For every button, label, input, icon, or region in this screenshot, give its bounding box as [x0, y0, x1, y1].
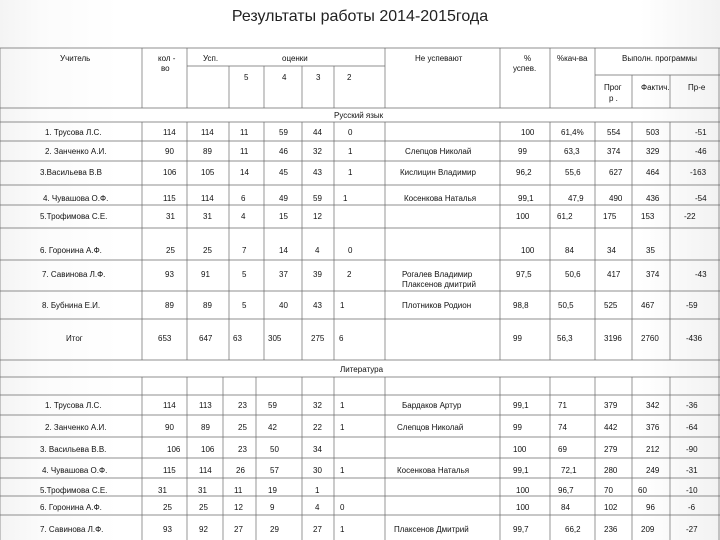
count-value: 115	[163, 194, 176, 203]
fact-value: 209	[641, 525, 655, 534]
fact-value: 342	[646, 401, 660, 410]
grade3-value: 32	[313, 401, 322, 410]
grade4-value: 45	[279, 168, 288, 177]
header-quality: %кач-ва	[557, 54, 588, 63]
prog-value: 442	[604, 423, 618, 432]
fact-value: 212	[646, 445, 660, 454]
grade4-value: 14	[279, 246, 288, 255]
pct-value: 100	[516, 486, 530, 495]
quality-value: 72,1	[561, 466, 577, 475]
section-russian: Русский язык	[334, 111, 384, 120]
grade3-value: 44	[313, 128, 322, 137]
grade3-value: 32	[313, 147, 322, 156]
grade2-value: 1	[340, 525, 345, 534]
grade3-value: 12	[313, 212, 322, 221]
usp-value: 89	[203, 147, 212, 156]
fact-value: 2760	[641, 334, 659, 343]
teacher-name: 5.Трофимова С.Е.	[40, 486, 108, 495]
prog-value: 525	[604, 301, 618, 310]
count-value: 114	[163, 128, 176, 137]
grade5-value: 63	[233, 334, 242, 343]
grade5-value: 4	[241, 212, 246, 221]
fact-value: 60	[638, 486, 647, 495]
usp-value: 92	[199, 525, 208, 534]
section-literature: Литература	[340, 365, 384, 374]
prog-value: 280	[604, 466, 618, 475]
grade5-value: 25	[238, 423, 247, 432]
grade2-value: 1	[340, 423, 345, 432]
pct-value: 100	[516, 503, 530, 512]
fact-value: 249	[646, 466, 660, 475]
grade5-value: 11	[240, 128, 249, 137]
usp-value: 106	[201, 445, 215, 454]
teacher-name: 5.Трофимова С.Е.	[40, 212, 108, 221]
grade2-value: 0	[340, 503, 345, 512]
pct-value: 99,1	[518, 194, 534, 203]
failing-student: Рогалев Владимир	[402, 270, 473, 279]
prog-value: 417	[607, 270, 621, 279]
pct-value: 99,1	[513, 401, 529, 410]
teacher-name: 2. Занченко А.И.	[45, 423, 107, 432]
quality-value: 50,5	[558, 301, 574, 310]
grade3-value: 39	[313, 270, 322, 279]
prog-value: 627	[609, 168, 623, 177]
fact-value: 153	[641, 212, 655, 221]
grade4-value: 305	[268, 334, 282, 343]
header-diff: Пр-е	[688, 83, 706, 92]
quality-value: 50,6	[565, 270, 581, 279]
grade4-value: 57	[270, 466, 279, 475]
teacher-name: 7. Савинова Л.Ф.	[42, 270, 106, 279]
fact-value: 467	[641, 301, 655, 310]
usp-value: 31	[203, 212, 212, 221]
grade5-value: 7	[242, 246, 247, 255]
count-value: 106	[167, 445, 181, 454]
usp-value: 113	[199, 401, 212, 410]
header-prog-line2: р .	[609, 94, 618, 103]
grade5-value: 12	[234, 503, 243, 512]
quality-value: 71	[558, 401, 567, 410]
grade4-value: 9	[270, 503, 275, 512]
pct-value: 98,8	[513, 301, 529, 310]
quality-value: 56,3	[557, 334, 573, 343]
diff-value: -31	[686, 466, 698, 475]
grade5-value: 27	[234, 525, 243, 534]
fact-value: 464	[646, 168, 660, 177]
grade4-value: 37	[279, 270, 288, 279]
count-value: 93	[163, 525, 172, 534]
quality-value: 63,3	[564, 147, 580, 156]
count-value: 653	[158, 334, 172, 343]
diff-value: -59	[686, 301, 698, 310]
grade3-value: 34	[313, 445, 322, 454]
failing-student: Косенкова Наталья	[404, 194, 477, 203]
teacher-name: 1. Трусова Л.С.	[45, 128, 102, 137]
grade4-value: 50	[270, 445, 279, 454]
page-title: Результаты работы 2014-2015года	[231, 8, 489, 25]
grade4-value: 59	[268, 401, 277, 410]
header-grade-3: 3	[316, 73, 321, 82]
quality-value: 47,9	[568, 194, 584, 203]
quality-value: 66,2	[565, 525, 581, 534]
grade2-value: 0	[348, 246, 353, 255]
diff-value: -90	[686, 445, 698, 454]
usp-value: 114	[201, 194, 214, 203]
diff-value: -163	[690, 168, 707, 177]
quality-value: 84	[561, 503, 570, 512]
count-value: 89	[165, 301, 174, 310]
grade2-value: 1	[340, 401, 345, 410]
teacher-name: 7. Савинова Л.Ф.	[40, 525, 104, 534]
grade5-value: 26	[236, 466, 245, 475]
grade3-value: 30	[313, 466, 322, 475]
grade4-value: 40	[279, 301, 288, 310]
fact-value: 35	[646, 246, 655, 255]
fact-value: 374	[646, 270, 660, 279]
header-actual: Фактич.	[641, 83, 670, 92]
header-grade-4: 4	[282, 73, 287, 82]
failing-student: Бардаков Артур	[402, 401, 462, 410]
usp-value: 25	[199, 503, 208, 512]
diff-value: -6	[688, 503, 696, 512]
grade2-value: 1	[343, 194, 348, 203]
count-value: 93	[165, 270, 174, 279]
grade2-value: 1	[348, 147, 353, 156]
count-value: 25	[163, 503, 172, 512]
grade5-value: 14	[240, 168, 249, 177]
quality-value: 69	[558, 445, 567, 454]
teacher-name: 6. Горонина А.Ф.	[40, 246, 102, 255]
teacher-name: 3.Васильева В.В	[40, 168, 102, 177]
fact-value: 503	[646, 128, 660, 137]
header-failing: Не успевают	[415, 54, 463, 63]
usp-value: 31	[198, 486, 207, 495]
fact-value: 376	[646, 423, 660, 432]
grade3-value: 59	[313, 194, 322, 203]
pct-value: 99	[518, 147, 527, 156]
teacher-name: 4. Чувашова О.Ф.	[42, 466, 108, 475]
quality-value: 61,4%	[561, 128, 584, 137]
prog-value: 554	[607, 128, 621, 137]
grade4-value: 15	[279, 212, 288, 221]
prog-value: 3196	[604, 334, 622, 343]
failing-student: Слепцов Николай	[405, 147, 472, 156]
pct-value: 97,5	[516, 270, 532, 279]
diff-value: -64	[686, 423, 698, 432]
quality-value: 61,2	[557, 212, 573, 221]
prog-value: 34	[607, 246, 616, 255]
diff-value: -43	[695, 270, 707, 279]
usp-value: 89	[203, 301, 212, 310]
header-grades: оценки	[282, 54, 308, 63]
header-program: Выполн. программы	[622, 54, 698, 63]
pct-value: 99,1	[513, 466, 529, 475]
diff-value: -27	[686, 525, 698, 534]
pct-value: 100	[521, 246, 535, 255]
usp-value: 105	[201, 168, 215, 177]
fact-value: 96	[646, 503, 655, 512]
count-value: 90	[165, 147, 174, 156]
grade5-value: 5	[242, 301, 247, 310]
grade5-value: 11	[234, 486, 243, 495]
header-grade-5: 5	[244, 73, 249, 82]
diff-value: -10	[686, 486, 698, 495]
prog-value: 490	[609, 194, 623, 203]
teacher-name: Итог	[66, 334, 83, 343]
failing-student: Косенкова Наталья	[397, 466, 470, 475]
header-pct-line1: %	[524, 54, 532, 63]
quality-value: 74	[558, 423, 567, 432]
usp-value: 647	[199, 334, 213, 343]
teacher-name: 4. Чувашова О.Ф.	[43, 194, 109, 203]
diff-value: -51	[695, 128, 707, 137]
quality-value: 55,6	[565, 168, 581, 177]
count-value: 90	[165, 423, 174, 432]
grade2-value: 1	[348, 168, 353, 177]
diff-value: -36	[686, 401, 698, 410]
teacher-name: 2. Занченко А.И.	[45, 147, 107, 156]
grade5-value: 11	[240, 147, 249, 156]
pct-value: 99,7	[513, 525, 529, 534]
grade4-value: 49	[279, 194, 288, 203]
grade3-value: 275	[311, 334, 325, 343]
prog-value: 279	[604, 445, 618, 454]
grade2-value: 1	[340, 466, 345, 475]
header-usp: Усп.	[203, 54, 219, 63]
header-prog-line1: Прог	[604, 83, 622, 92]
quality-value: 96,7	[558, 486, 574, 495]
diff-value: -436	[686, 334, 703, 343]
grade4-value: 19	[268, 486, 277, 495]
pct-value: 100	[521, 128, 535, 137]
grade3-value: 43	[313, 301, 322, 310]
failing-student: Плаксенов дмитрий	[402, 280, 476, 289]
header-count-line1: кол -	[158, 54, 176, 63]
prog-value: 70	[604, 486, 613, 495]
failing-student: Слепцов Николай	[397, 423, 464, 432]
grade5-value: 5	[242, 270, 247, 279]
grade3-value: 43	[313, 168, 322, 177]
count-value: 31	[166, 212, 175, 221]
count-value: 114	[163, 401, 176, 410]
grade2-value: 6	[339, 334, 344, 343]
header-grade-2: 2	[347, 73, 352, 82]
usp-value: 25	[203, 246, 212, 255]
header-teacher: Учитель	[60, 54, 91, 63]
pct-value: 99	[513, 423, 522, 432]
prog-value: 236	[604, 525, 618, 534]
pct-value: 96,2	[516, 168, 532, 177]
failing-student: Кислицин Владимир	[400, 168, 476, 177]
diff-value: -22	[684, 212, 696, 221]
usp-value: 89	[201, 423, 210, 432]
header-count-line2: во	[161, 64, 170, 73]
grade3-value: 4	[315, 246, 320, 255]
prog-value: 175	[603, 212, 617, 221]
usp-value: 114	[201, 128, 214, 137]
prog-value: 102	[604, 503, 618, 512]
grade2-value: 1	[340, 301, 345, 310]
pct-value: 99	[513, 334, 522, 343]
grade2-value: 0	[348, 128, 353, 137]
count-value: 25	[166, 246, 175, 255]
fact-value: 329	[646, 147, 660, 156]
count-value: 106	[163, 168, 177, 177]
failing-student: Плотников Родион	[402, 301, 472, 310]
grade3-value: 4	[315, 503, 320, 512]
quality-value: 84	[565, 246, 574, 255]
grade2-value: 2	[347, 270, 352, 279]
usp-value: 91	[201, 270, 210, 279]
grade4-value: 59	[279, 128, 288, 137]
pct-value: 100	[516, 212, 530, 221]
grade5-value: 23	[238, 445, 247, 454]
teacher-name: 1. Трусова Л.С.	[45, 401, 102, 410]
count-value: 115	[163, 466, 176, 475]
diff-value: -46	[695, 147, 707, 156]
grade4-value: 42	[268, 423, 277, 432]
teacher-name: 6. Горонина А.Ф.	[40, 503, 102, 512]
header-pct-line2: успев.	[513, 64, 537, 73]
teacher-name: 3. Васильева В.В.	[40, 445, 107, 454]
failing-student: Плаксенов Дмитрий	[394, 525, 469, 534]
count-value: 31	[158, 486, 167, 495]
prog-value: 379	[604, 401, 618, 410]
prog-value: 374	[607, 147, 621, 156]
grade5-value: 23	[238, 401, 247, 410]
fact-value: 436	[646, 194, 660, 203]
diff-value: -54	[695, 194, 707, 203]
grade3-value: 22	[313, 423, 322, 432]
grade4-value: 46	[279, 147, 288, 156]
teacher-name: 8. Бубнина Е.И.	[42, 301, 101, 310]
grade5-value: 6	[241, 194, 246, 203]
grade4-value: 29	[270, 525, 279, 534]
grade3-value: 1	[315, 486, 320, 495]
pct-value: 100	[513, 445, 527, 454]
usp-value: 114	[199, 466, 212, 475]
grade3-value: 27	[313, 525, 322, 534]
